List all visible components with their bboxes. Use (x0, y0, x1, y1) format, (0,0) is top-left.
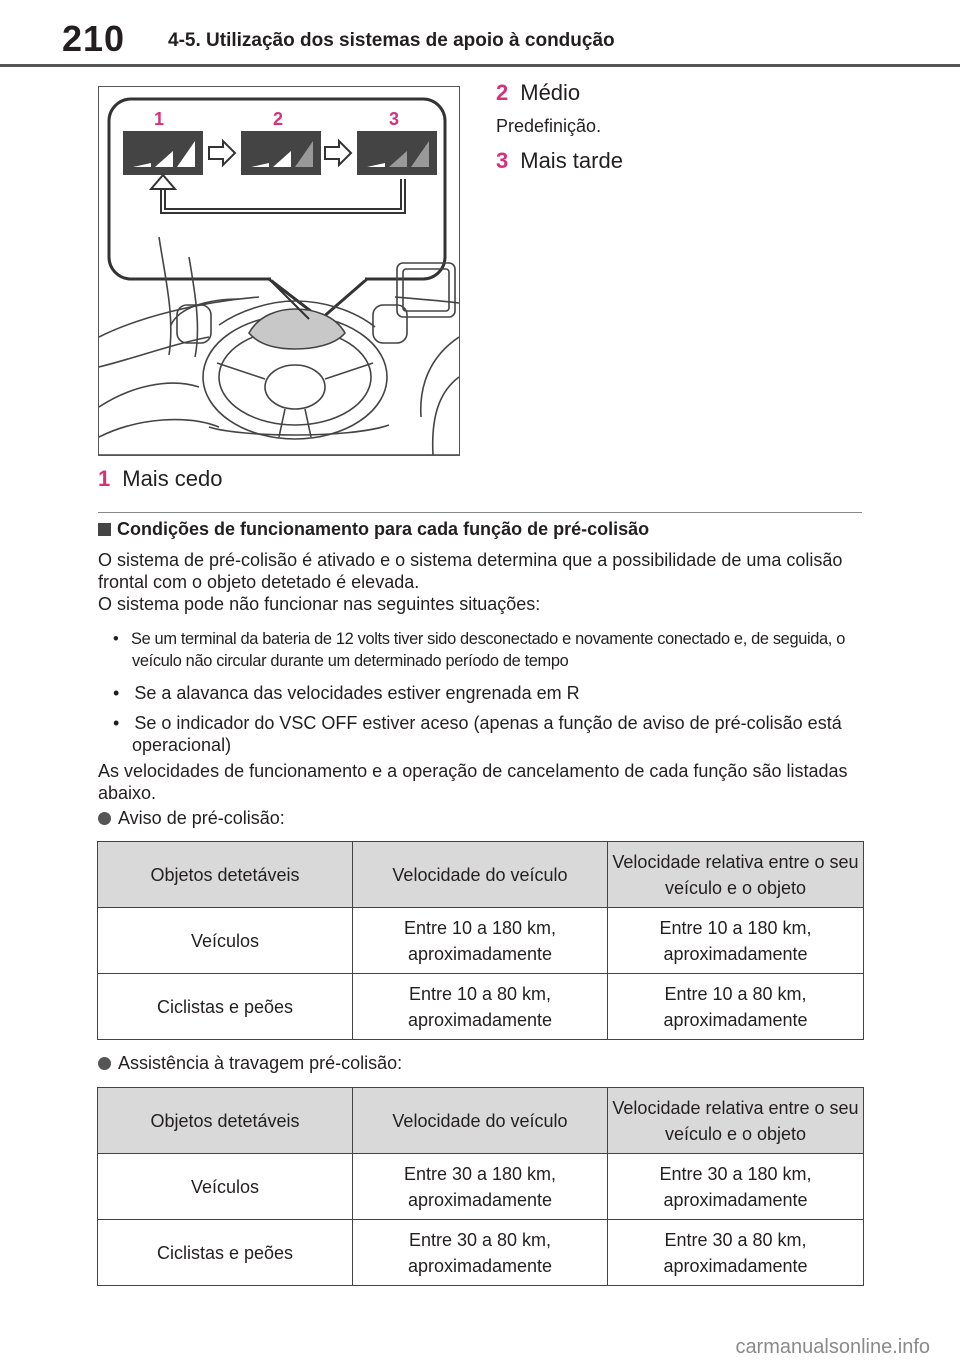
table-header: Objetos detetáveis (98, 1088, 353, 1154)
paragraph-text: O sistema pode não funcionar nas seguintes situações: (98, 594, 541, 614)
table-cell: Veículos (98, 908, 353, 974)
assist-heading-text: Assistência à travagem pré-colisão: (118, 1053, 403, 1073)
speeds-intro: As velocidades de funcionamento e a operação de cancelamento de cada função são listadas abaixo. (98, 761, 848, 803)
callout-item-3 (496, 148, 623, 174)
table-header: Objetos detetáveis (98, 842, 353, 908)
instrument-cluster (249, 309, 345, 349)
table-cell: Veículos (98, 1154, 353, 1220)
figure-label-1: 1 (154, 109, 165, 129)
table-cell: Entre 10 a 80 km, aproximadamente (608, 974, 864, 1040)
predefined-note: Predefinição. (496, 116, 602, 136)
header-rule (0, 64, 960, 67)
watermark: carmanualsonline.info (735, 1336, 930, 1358)
table-header: Velocidade relativa entre o seu veículo e o objeto (608, 1088, 864, 1154)
setting-icon-1 (123, 131, 203, 175)
table-row (98, 974, 864, 1040)
callout-label: Mais tarde (520, 148, 623, 173)
table-row (98, 908, 864, 974)
table-header: Velocidade do veículo (353, 1088, 608, 1154)
list-item-text: Se o indicador do VSC OFF estiver aceso (apenas a função de aviso de pré-colisão está operacional) (132, 713, 842, 755)
conditions-paragraph (98, 549, 868, 615)
callout-item-1 (98, 466, 223, 492)
table-header-row (98, 842, 864, 908)
table-cell: Entre 30 a 180 km, aproximadamente (353, 1154, 608, 1220)
conditions-heading (98, 519, 649, 540)
figure-label-2: 2 (273, 109, 284, 129)
table-cell: Entre 30 a 80 km, aproximadamente (608, 1220, 864, 1286)
table-header: Velocidade relativa entre o seu veículo e o objeto (608, 842, 864, 908)
table-cell: Entre 30 a 80 km, aproximadamente (353, 1220, 608, 1286)
callout-label: Mais cedo (122, 466, 223, 491)
table-row (98, 1220, 864, 1286)
square-bullet-icon (98, 523, 111, 536)
table-header-row (98, 1088, 864, 1154)
setting-icon-2 (241, 131, 321, 175)
list-item-text: Se a alavanca das velocidades estiver engrenada em R (134, 683, 580, 703)
table-cell: Entre 10 a 80 km, aproximadamente (353, 974, 608, 1040)
circle-bullet-icon (98, 1057, 111, 1070)
callout-number: 1 (98, 466, 111, 491)
page-number: 210 (62, 18, 126, 59)
aviso-table (97, 841, 864, 1040)
callout-number: 2 (496, 80, 509, 105)
table-cell: Ciclistas e peões (98, 1220, 353, 1286)
list-item: • Se um terminal da bateria de 12 volts tiver sido desconectado e novamente conectado e, de seguida, o veículo não circular durante um determinado período de tempo (113, 630, 845, 670)
callout-number: 3 (496, 148, 509, 173)
paragraph-text: O sistema de pré-colisão é ativado e o sistema determina que a possibilidade de uma colisão frontal com o objeto detetado é elevada. (98, 550, 843, 592)
callout-item-2 (496, 80, 580, 106)
aviso-heading (98, 808, 285, 829)
aviso-heading-text: Aviso de pré-colisão: (118, 808, 285, 828)
callout-label: Médio (520, 80, 581, 105)
assist-heading (98, 1053, 402, 1074)
table-cell: Ciclistas e peões (98, 974, 353, 1040)
list-item: • Se a alavanca das velocidades estiver engrenada em R (113, 683, 580, 703)
dashboard-illustration (98, 86, 460, 456)
table-header: Velocidade do veículo (353, 842, 608, 908)
list-item-text: Se um terminal da bateria de 12 volts tiver sido desconectado e novamente conectado e, de seguida, o veículo não circular durante um determinado período de tempo (131, 630, 845, 670)
figure-label-3: 3 (389, 109, 400, 129)
dashboard-drawing (99, 87, 459, 455)
assist-table (97, 1087, 864, 1286)
section-title: 4-5. Utilização dos sistemas de apoio à condução (168, 30, 615, 51)
circle-bullet-icon (98, 812, 111, 825)
list-item: • Se o indicador do VSC OFF estiver aceso (apenas a função de aviso de pré-colisão está operacional) (113, 713, 842, 755)
table-row (98, 1154, 864, 1220)
section-divider (98, 512, 862, 513)
table-cell: Entre 30 a 180 km, aproximadamente (608, 1154, 864, 1220)
conditions-heading-text: Condições de funcionamento para cada função de pré-colisão (117, 519, 650, 539)
table-cell: Entre 10 a 180 km, aproximadamente (353, 908, 608, 974)
setting-icon-3 (357, 131, 437, 175)
table-cell: Entre 10 a 180 km, aproximadamente (608, 908, 864, 974)
